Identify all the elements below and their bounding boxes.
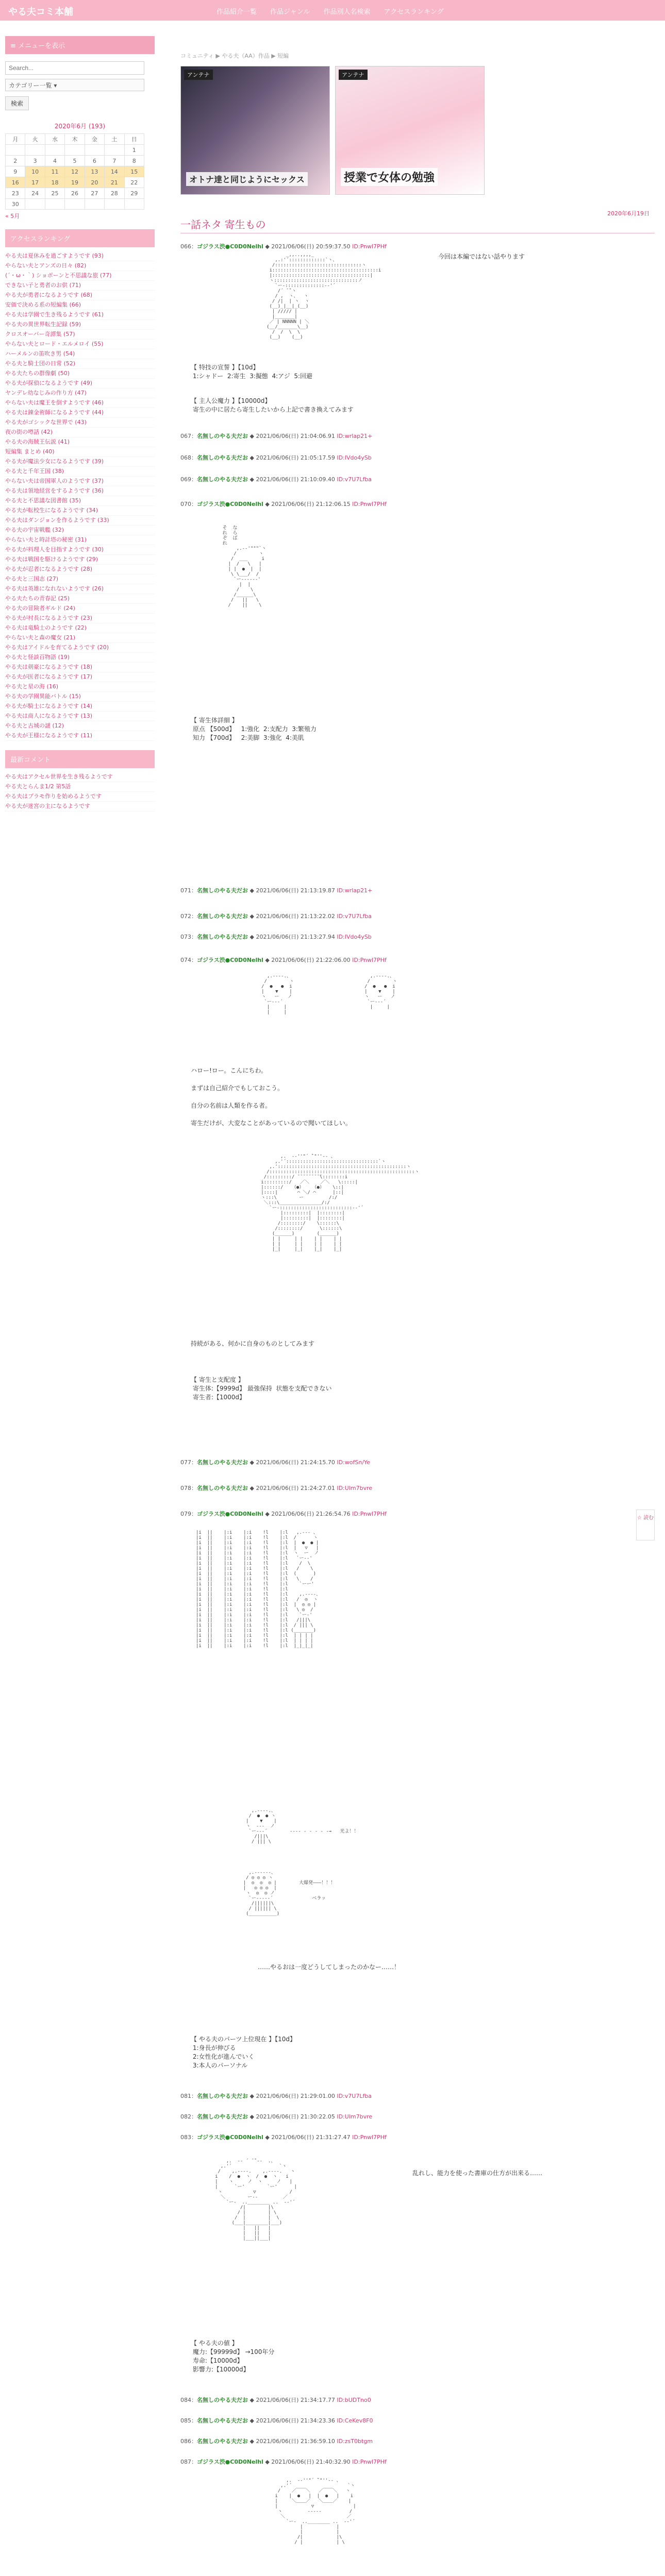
calendar-day — [6, 145, 25, 156]
banner-area — [180, 66, 490, 195]
ranking-item[interactable]: やる夫がゴシックな世界で (43) — [5, 418, 155, 428]
ranking-item[interactable]: やる夫と怪談百物語 (19) — [5, 653, 155, 663]
ranking-item[interactable]: やる夫が転校生になるようです (34) — [5, 506, 155, 516]
post-text: 【 寄生と支配度 】 寄生体:【9999d】 最強保持 状態を支配できない 寄生者:【1000d】 — [191, 1376, 332, 1401]
search-input[interactable] — [5, 61, 144, 75]
ranking-item[interactable]: やる夫が勇者になるようです (68) — [5, 291, 155, 300]
ranking-item[interactable]: やる夫は戦国を駆けるようです (29) — [5, 555, 155, 565]
post-text: 乱れし、能力を使った書庫の仕方が出来る…… — [412, 2170, 543, 2177]
ranking-item[interactable]: ヤンデレ幼なじみの作り方 (47) — [5, 388, 155, 398]
ranking-item[interactable]: やる夫たちの群像劇 (50) — [5, 369, 155, 379]
ranking-item[interactable]: やる夫と騎士団の日常 (52) — [5, 359, 155, 369]
calendar-day — [45, 145, 64, 156]
calendar-day — [85, 199, 104, 210]
ranking-item[interactable]: 安価で決める系の短編集 (66) — [5, 300, 155, 310]
ranking-item[interactable]: やる夫が料理人を目指すようです (30) — [5, 545, 155, 555]
calendar-day[interactable]: 25 — [45, 188, 64, 199]
ranking-item[interactable]: やる夫は商人になるようです (13) — [5, 711, 155, 721]
response-header: 087：ゴジラス渋●C0D0Nelhl ◆ 2021/06/06(日) 21:40:32.90 ID:Pnwl7PHf — [180, 2459, 387, 2465]
response-header: 083：ゴジラス渋●C0D0Nelhl ◆ 2021/06/06(日) 21:31:27.47 ID:Pnwl7PHf — [180, 2134, 387, 2141]
response-header: 079：ゴジラス渋●C0D0Nelhl ◆ 2021/06/06(日) 21:26:54.76 ID:Pnwl7PHf — [180, 1511, 387, 1517]
ranking-item[interactable]: やる夫と不思議な図書館 (35) — [5, 496, 155, 506]
nav-item-genre[interactable]: 作品ジャンル — [270, 8, 310, 16]
calendar-day[interactable]: 30 — [6, 199, 25, 210]
calendar-day — [65, 145, 85, 156]
calendar-day[interactable]: 8 — [124, 156, 144, 166]
ascii-art: ,. -‐''"´ ̄`"''‐- 、 ,.'´ `ヽ / ／￣￣＼ ／￣￣＼ ヽ i | ● | | ● | i | ＼＿＿／ ＼＿＿／ | | ▽ | ヽ ‐‐‐‐‐ / ＼ ／ `ー- ..________ .. -‐'´ | | | | /| |\ / | | \ — [275, 2478, 356, 2545]
response-header: 066：ゴジラス渋●C0D0Nelhl ◆ 2021/06/06(日) 20:59:37.50 ID:Pnwl7PHf — [180, 243, 387, 250]
calendar: 月 火 水 木 金 土 日 1 2 3 4 5 6 7 8 9 10 11 12 13 14 15 16 17 18 19 20 21 22 23 24 25 26 27 28 29 30 — [5, 133, 144, 210]
ranking-heading: アクセスランキング — [5, 229, 155, 247]
calendar-day — [85, 145, 104, 156]
ranking-item[interactable]: やる夫は竜騎士のようです (22) — [5, 623, 155, 633]
ranking-item[interactable]: やる夫の冒険者ギルド (24) — [5, 604, 155, 614]
post-text: ハロー!ロー。こんにちわ。 まずは自己紹介でもしておこう。 自分の名前は人類を作る者。 寄生だけが、大変なことがあっているので聞いてほしい。 — [191, 1067, 352, 1127]
calendar-day[interactable]: 1 — [124, 145, 144, 156]
post-text: ……やるおは一度どうしてしまったのかなー……！ — [258, 1963, 401, 1971]
ranking-item[interactable]: やる夫は英雄になれないようです (26) — [5, 584, 155, 594]
ranking-item[interactable]: やる夫の学園異能バトル (15) — [5, 692, 155, 702]
floating-bookmark-button[interactable]: ☆ 読む — [636, 1510, 655, 1540]
recent-item[interactable]: やる夫はアクセル世界を生き残るようです — [5, 772, 155, 782]
response-header: 086：名無しのやる夫だお ◆ 2021/06/06(日) 21:36:59.10 ID:zsT0btgm — [180, 2438, 373, 2445]
calendar-day[interactable]: 24 — [25, 188, 45, 199]
calendar-day[interactable]: 29 — [124, 188, 144, 199]
ranking-list — [5, 251, 155, 741]
menu-toggle-button[interactable]: ≡ メニューを表示 — [5, 36, 155, 54]
response-header: 073：名無しのやる夫だお ◆ 2021/06/06(日) 21:13:27.94 ID:IVdo4ySb — [180, 934, 372, 940]
ranking-item[interactable]: やる夫と星の海 (16) — [5, 682, 155, 692]
banner-right[interactable]: アンテナ 授業で女体の勉強 — [335, 66, 485, 195]
ranking-item[interactable]: やる夫たちの青春記 (25) — [5, 594, 155, 604]
ranking-item[interactable]: やらない夫は帝国軍人のようです (37) — [5, 477, 155, 486]
ranking-item[interactable]: やる夫はアイドルを育てるようです (20) — [5, 643, 155, 653]
response-header: 072：名無しのやる夫だお ◆ 2021/06/06(日) 21:13:22.02 ID:v7U7Lfba — [180, 913, 372, 920]
calendar-day[interactable]: 13 — [85, 166, 104, 177]
calendar-day[interactable]: 14 — [105, 166, 124, 177]
top-bar — [0, 0, 665, 21]
post-date: 2020年6月19日 — [607, 210, 650, 217]
recent-list — [5, 772, 155, 811]
post-text: 【 やる夫の値 】 魔力:【99999d】 →100年分 寿命:【10000d】 影響力:【10000d】 — [191, 2340, 275, 2373]
response-header: 078：名無しのやる夫だお ◆ 2021/06/06(日) 21:24:27.01 ID:Ulm7bvre — [180, 1485, 373, 1492]
ascii-art: ,.-‐‐-.、 / ヽ / ● ● i | ▼ | ヽ ー ノ `ー--‐´ | | — [364, 974, 397, 1010]
ranking-item[interactable]: できない子と勇者のお供 (71) — [5, 281, 155, 291]
ascii-art: |i || |:i |:i !l |:l ,.-‐- 、 |i || |:i |:i !l |:l / ヽ |i || |:i |:i !l |:l | ● ● | |i || |:i |:i !l |:l | ▽ | |i || |:i |:i !l |:l ヽ ー ノ |i || |:i |:i !l |:l `ー-‐' |i || |:i |:i !l |:l / \ |i || |:i |:i !l |:l / \ |i || |:i |:i !l |:l ( ) |i || |:i |:i !l |:l \ / |i || |:i |:i !l |:l `ーー' |i || |:i |:i !l |:l |i || |:i |:i !l |:l ,.-‐‐-、 |i || |:i |:i !l |:l / ◎ ヽ |i || |:i |:i !l |:l | ◎ ◎ | |i || |:i |:i !l |:l \ ◎ / |i || |:i |:i !l |:l `ー-' |i || |:i |:i !l |:l /|||\ |i || |:i |:i !l |:l / ||| \ |i || |:i |:i !l |:l (_______) |i || |:i |:i !l |:l | | | | |i || |:i |:i !l |:l | | | | |i || |:i |:i !l |:l |_|_|_| — [196, 1530, 321, 1649]
calendar-day[interactable]: 4 — [45, 156, 64, 166]
ranking-item[interactable]: やる夫は錬金術師になるようです (44) — [5, 408, 155, 418]
calendar-month[interactable]: 2020年6月 (193) — [54, 123, 106, 130]
calendar-day — [65, 199, 85, 210]
calendar-day — [45, 199, 64, 210]
ranking-item[interactable]: やる夫の海賊王伝説 (41) — [5, 437, 155, 447]
ranking-item[interactable]: やる夫と千年王国 (38) — [5, 467, 155, 477]
calendar-day[interactable]: 9 — [6, 166, 25, 177]
ascii-art: ,.-‐‐-.、 / ● ● ヽ | ▼ | ヽ ‐‐‐ ノ `ー--‐´ ---- - - - - -→ 光よ！！ /|||\ / ||| \ — [246, 1808, 359, 1844]
search-button[interactable]: 検索 — [5, 96, 29, 110]
calendar-day[interactable]: 28 — [105, 188, 124, 199]
ranking-item[interactable]: やる夫はダンジョンを作るようです (33) — [5, 516, 155, 526]
calendar-day[interactable]: 23 — [6, 188, 25, 199]
ranking-item[interactable]: やらない夫とアンズの日々 (82) — [5, 261, 155, 271]
ranking-item[interactable]: やらない夫と森の魔女 (21) — [5, 633, 155, 643]
calendar-day — [124, 199, 144, 210]
calendar-day[interactable]: 6 — [85, 156, 104, 166]
ranking-item[interactable]: やる夫が騎士になるようです (14) — [5, 702, 155, 711]
response-header: 068：名無しのやる夫だお ◆ 2021/06/06(日) 21:05:17.59 ID:IVdo4ySb — [180, 454, 372, 461]
ranking-item[interactable]: やる夫が魔法少女になるようです (39) — [5, 457, 155, 467]
calendar-day[interactable]: 7 — [105, 156, 124, 166]
ranking-item[interactable]: やる夫は夏休みを過ごすようです (93) — [5, 251, 155, 261]
sidebar — [5, 36, 155, 2576]
nav-item-names[interactable]: 作品別人名検索 — [323, 8, 371, 16]
calendar-day[interactable]: 12 — [65, 166, 85, 177]
menu-icon: ≡ — [10, 42, 19, 50]
post-text: 【 やる夫のパーツ上位現在 】【10d】 1:身長が伸びる 2:女性化が進んでいく 3:本人のパーソナル — [191, 2036, 296, 2069]
site-title[interactable]: やる夫コミ本舗 — [8, 7, 73, 17]
post-text: 【 特技の宣誓 】【10d】 1:シャドー 2:寄生 3:擬態 4:アジ 5:回避 — [191, 364, 312, 380]
ranking-item[interactable]: やらない夫とロード・エルメロイ (55) — [5, 340, 155, 349]
recent-item[interactable]: やる夫とらんま1/2 第5話 — [5, 782, 155, 792]
calendar-day[interactable]: 20 — [85, 177, 104, 188]
ascii-art: ,. -‐ ´ ̄ ̄`‐- .、 ,.'´ `ヽ / ,.-‐‐-. ,.-‐‐-. ヽ i / ● ヽ / ● ヽ i | ヽ ノ ヽ ノ | | `ー' `ー' | ヽ ▽ / ＼ ー‐‐ ／ `ー- ..________ .. -‐'´ /| |\ / | | \ / | | \ (___|________|___) | || | | || | |___||___| — [215, 2159, 297, 2241]
calendar-day[interactable]: 10 — [25, 166, 45, 177]
calendar-day — [25, 145, 45, 156]
calendar-day[interactable]: 21 — [105, 177, 124, 188]
ranking-item[interactable]: 夜の街の噂話 (42) — [5, 428, 155, 437]
ranking-item[interactable]: やる夫の宇宙戦艦 (32) — [5, 526, 155, 535]
response-header: 074：ゴジラス渋●C0D0Nelhl ◆ 2021/06/06(日) 21:22:06.00 ID:Pnwl7PHf — [180, 957, 387, 963]
post-title[interactable]: 一話ネタ 寄生もの — [180, 219, 266, 231]
top-nav — [217, 6, 444, 16]
ascii-art: ,.-‐‐-.、 / ヽ / ● ● i | ▼ | ヽ ー ノ `ー--‐´ | | | | — [261, 974, 294, 1015]
response-header: 084：名無しのやる夫だお ◆ 2021/06/06(日) 21:34:17.77 ID:bUDTno0 — [180, 2397, 371, 2403]
category-select[interactable]: カテゴリー一覧 ▾ — [5, 79, 144, 91]
response-header: 069：名無しのやる夫だお ◆ 2021/06/06(日) 21:10:09.40 ID:v7U7Lfba — [180, 476, 372, 483]
response-header: 085：名無しのやる夫だお ◆ 2021/06/06(日) 21:34:23.36 ID:CeKev8F0 — [180, 2417, 373, 2424]
ranking-item[interactable]: やる夫は学園で生き残るようです (61) — [5, 310, 155, 320]
calendar-prev-link[interactable]: « 5月 — [5, 213, 20, 219]
ranking-item[interactable]: やらない夫と時計塔の秘密 (31) — [5, 535, 155, 545]
calendar-day — [105, 199, 124, 210]
ranking-item[interactable]: やる夫は剣豪になるようです (18) — [5, 663, 155, 672]
nav-item-ranking[interactable]: アクセスランキング — [384, 8, 444, 16]
ranking-item[interactable]: 短編集 まとめ (40) — [5, 447, 155, 457]
ranking-item[interactable]: やる夫が王様になるようです (11) — [5, 731, 155, 741]
post-text: 持続がある、何かに自身のものとしてみます — [191, 1340, 315, 1347]
calendar-day[interactable]: 11 — [45, 166, 64, 177]
recent-heading: 最新コメント — [5, 750, 155, 768]
calendar-day[interactable]: 16 — [6, 177, 25, 188]
calendar-day[interactable]: 26 — [65, 188, 85, 199]
ranking-item[interactable]: やる夫が忍者になるようです (28) — [5, 565, 155, 574]
calendar-day[interactable]: 15 — [124, 166, 144, 177]
ranking-item[interactable]: やる夫は領地経営をするようです (36) — [5, 486, 155, 496]
response-header: 070：ゴジラス渋●C0D0Nelhl ◆ 2021/06/06(日) 21:12:06.15 ID:Pnwl7PHf — [180, 501, 387, 507]
nav-item-list[interactable]: 作品紹介一覧 — [217, 8, 257, 16]
post-text: 【 寄生体詳細 】 原点 【500d】 1:強化 2:支配力 3:繁殖力 知力 【700d】 2:美脚 3:強化 4:美肌 — [191, 717, 317, 741]
ranking-item[interactable]: やる夫が村長になるようです (23) — [5, 614, 155, 623]
recent-item[interactable]: やる夫はプラモ作りを始めるようです — [5, 792, 155, 802]
ascii-art: _,,..,,,,_ ,.:'´:::::::::::::`ヽ、 /:::::::::::::::::::::::::::::::ヽ i::::::::::::::::::::::::::::::::::::::i |:::::::::::::::::::::::::::::::::::| ヽ::::::::::::::::::::::::::::::ノ `ー-::::::::::::::-‐'´ /´ ̄ ̄`ヽ / , ヽ、 ヽ / /| | ヽ ヽ (__)_|__|_(__) | ///// | |_______| ／ | NNNNN | ＼ (__/_______\__) / / \ \ (__) (__) — [267, 252, 381, 340]
response-header: 082：名無しのやる夫だお ◆ 2021/06/06(日) 21:30:22.05 ID:Ulm7bvre — [180, 2113, 373, 2120]
main-content — [180, 36, 655, 2576]
ranking-item[interactable]: やる夫が探偵になるようです (49) — [5, 379, 155, 388]
recent-item[interactable]: やる夫が迷宮の主になるようです — [5, 802, 155, 811]
breadcrumb[interactable]: コミュニティ ▶ やる夫（AA）作品 ▶ 短編 — [180, 53, 289, 59]
ranking-item[interactable]: やる夫の異世界転生記録 (59) — [5, 320, 155, 330]
calendar-day[interactable]: 2 — [6, 156, 25, 166]
ranking-item[interactable]: (´・ω・｀) ショボーンと不思議な旅 (77) — [5, 271, 155, 281]
calendar-day[interactable]: 19 — [65, 177, 85, 188]
ascii-art: ,.-‐‐‐‐-、 / ◎ ◎ ◎ ヽ | ◎ ◎ ◎ | 大爆発———！！！ | ◎ ◎ ◎ | ヽ ◎ ◎ ノ `ー----‐´ ベラッ /||||||\ / |||||| \ (__________) — [243, 1870, 336, 1917]
calendar-day[interactable]: 17 — [25, 177, 45, 188]
response-header: 067：名無しのやる夫だお ◆ 2021/06/06(日) 21:04:06.91 ID:wrlap21+ — [180, 433, 373, 439]
response-header: 071：名無しのやる夫だお ◆ 2021/06/06(日) 21:13:19.87 ID:wrlap21+ — [180, 887, 373, 894]
calendar-day[interactable]: 22 — [124, 177, 144, 188]
ascii-art: ,. -‐''"´ ̄`"''‐- 、 ,.'´:::::::::::::::::::::::::::::::::`ヽ ,.'::::::::::::::::::::::::::::::::::::::::::::::ヽ /::::::::::::::::::::::::::::::::::::::::::::::::::::ヽ /:::::::::/ ̄ ̄ ̄ ̄ ̄ ̄ ̄ ̄ ̄\::::::::i i:::::::::/ ／＼ ／＼ \:::::| |::::::/ （●） （●） \::| |::::| ⌒ ＼/ ⌒ |::| ヽ:::\ ー /:/ ＼:::\_______________/:/ `ー-::::::::::::::::::::::::::-‐'´ |:::::::::| |::::::::| |:::::::::| |::::::::| /::::::::/ \::::::\ /::::::::/ \::::::\ (______) (______) | | | | | | | | | | | | | | | | |_| |_| |_| |_| — [261, 1154, 420, 1252]
post-text: 【 主人公魔力 】【10000d】 寄生の中に居たら寄生したいから上記で書き換えてみます — [191, 397, 354, 413]
ranking-item[interactable]: やらない夫は魔王を倒すようです (46) — [5, 398, 155, 408]
calendar-day[interactable]: 5 — [65, 156, 85, 166]
calendar-day[interactable]: 18 — [45, 177, 64, 188]
post-text: 今回は本編ではない話やります — [438, 253, 525, 260]
ranking-item[interactable]: クロスオーバー奇譚集 (57) — [5, 330, 155, 340]
ranking-item[interactable]: やる夫と三国志 (27) — [5, 574, 155, 584]
response-header: 081：名無しのやる夫だお ◆ 2021/06/06(日) 21:29:01.00 ID:v7U7Lfba — [180, 2093, 372, 2099]
calendar-day[interactable]: 3 — [25, 156, 45, 166]
ranking-item[interactable]: やる夫が医者になるようです (17) — [5, 672, 155, 682]
ranking-item[interactable]: やる夫と古城の謎 (12) — [5, 721, 155, 731]
response-header: 077：名無しのやる夫だお ◆ 2021/06/06(日) 21:24:15.70 ID:wofSn/Ye — [180, 1459, 371, 1466]
calendar-day — [105, 145, 124, 156]
calendar-day — [25, 199, 45, 210]
ranking-item[interactable]: ハーメルンの笛吹き男 (54) — [5, 349, 155, 359]
calendar-day[interactable]: 27 — [85, 188, 104, 199]
ascii-art: そ な れ ら ぞ ば れ ,.-‐'"""`ヽ / ヽ / ___ i | / \ | | | ● | | \ \___/ / `ー-----‐' | | / \ /______\ / || \ / || \ — [222, 526, 267, 608]
banner-left[interactable]: アンテナ オトナ達と同じようにセックス — [180, 66, 330, 195]
